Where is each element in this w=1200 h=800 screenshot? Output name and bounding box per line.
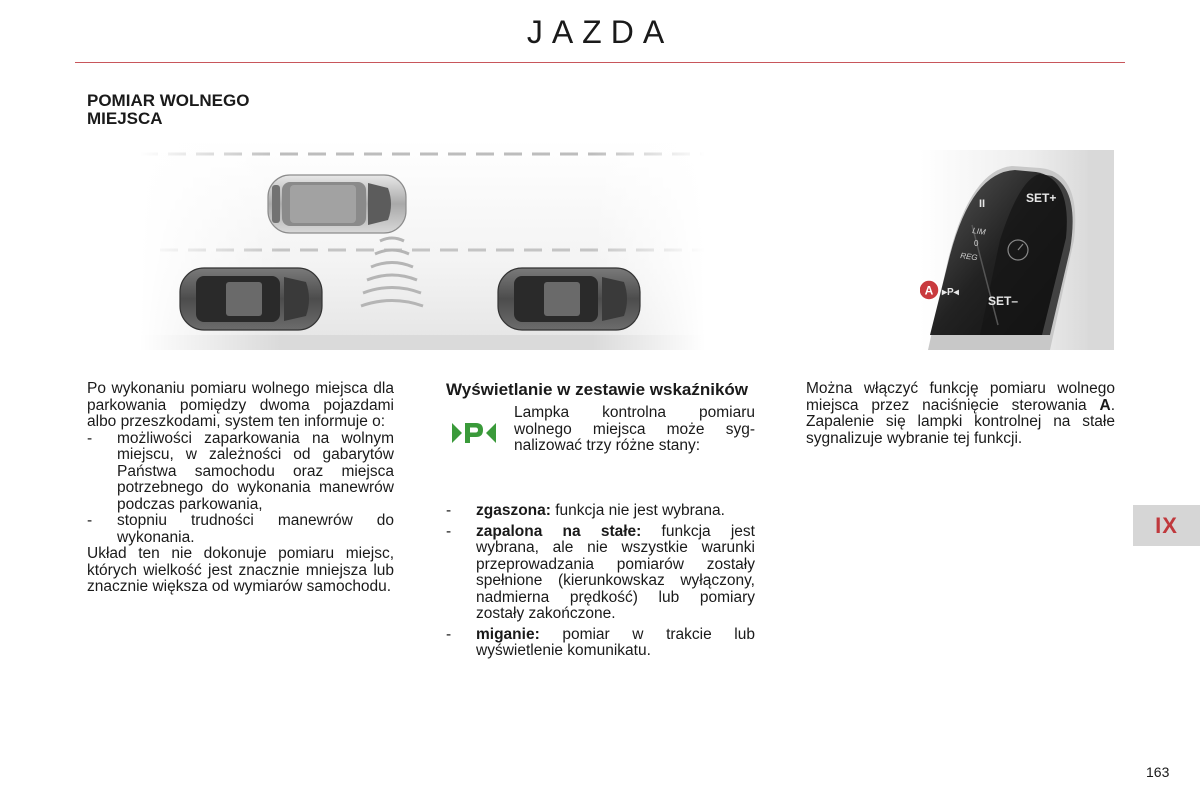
stalk-park-button: ▸P◂	[942, 287, 959, 298]
intro-paragraph: Po wykonaniu pomiaru wolnego miejsca dla parkowania pomiędzy dwoma pojazdami albo przeszkodami, system ten informuje o:	[87, 380, 394, 430]
display-heading: Wyświetlanie w zestawie wskaźników	[446, 380, 749, 399]
callout-a-badge	[920, 280, 939, 300]
list-item: - stopniu trudności manewrów do wykonania.	[87, 512, 394, 546]
list-item: - miganie: pomiar w trakcie lub wyświetlenie komunikatu.	[446, 625, 755, 659]
stalk-set-minus-label: SET–	[988, 294, 1019, 308]
section-title: POMIAR WOLNEGO MIEJSCA	[87, 91, 250, 128]
stalk-set-plus-label: SET+	[1026, 191, 1057, 205]
stalk-lim-label: LIM	[971, 226, 987, 237]
header-divider	[75, 62, 1125, 63]
column-left	[87, 381, 394, 596]
outro-paragraph: Układ ten nie dokonuje pomiaru miejsc, których wielkość jest znacznie mniejsza lub znacznie większa od wymiarów samochodu.	[87, 545, 394, 595]
list-item: - zgaszona: funkcja nie jest wybrana.	[446, 502, 725, 519]
steering-stalk-illustration	[920, 150, 1114, 350]
moving-car	[268, 175, 406, 233]
parking-space-car-illustration	[140, 140, 705, 350]
svg-text:A: A	[924, 283, 934, 298]
column-middle	[446, 381, 755, 660]
park-assist-lamp-icon	[448, 421, 500, 445]
list-item: - możliwości zaparkowania na wolnym miejscu, w zależności od gabarytów Państwa samochodu oraz miejsca potrzebnego do wykonania manewrów podczas parkowania,	[87, 429, 394, 513]
lamp-text: Lampka kontrolna pomiaru wolnego miejsca może sygnalizować trzy różne stany:	[514, 404, 755, 454]
stalk-reg-label: REG	[959, 251, 979, 263]
stalk-pause-label: II	[979, 198, 986, 210]
page-header-title: JAZDA	[526, 14, 674, 50]
lamp-description	[446, 405, 755, 479]
list-item: - zapalona na stałe: funkcja jest wybrana, ale nie wszystkie warunki przeprowadzania pomiarów zostały spełnione (kierunkowskaz wyłączony, nadmierna prędkość) lub pomiary zostały zakończone.	[446, 522, 755, 622]
parked-car-rear	[180, 268, 322, 330]
page-number: 163	[1146, 764, 1170, 780]
parked-car-front	[498, 268, 640, 330]
column-right	[806, 381, 1115, 447]
stalk-zero-label: 0	[974, 239, 979, 248]
chapter-tab: IX	[1133, 505, 1200, 546]
activation-paragraph: Można włączyć funkcję pomiaru wolnego miejsca przez naciśnięcie sterowania A. Zapalenie się lampki kontrolnej na stałe sygnalizuje wybranie tej funkcji.	[806, 380, 1115, 447]
